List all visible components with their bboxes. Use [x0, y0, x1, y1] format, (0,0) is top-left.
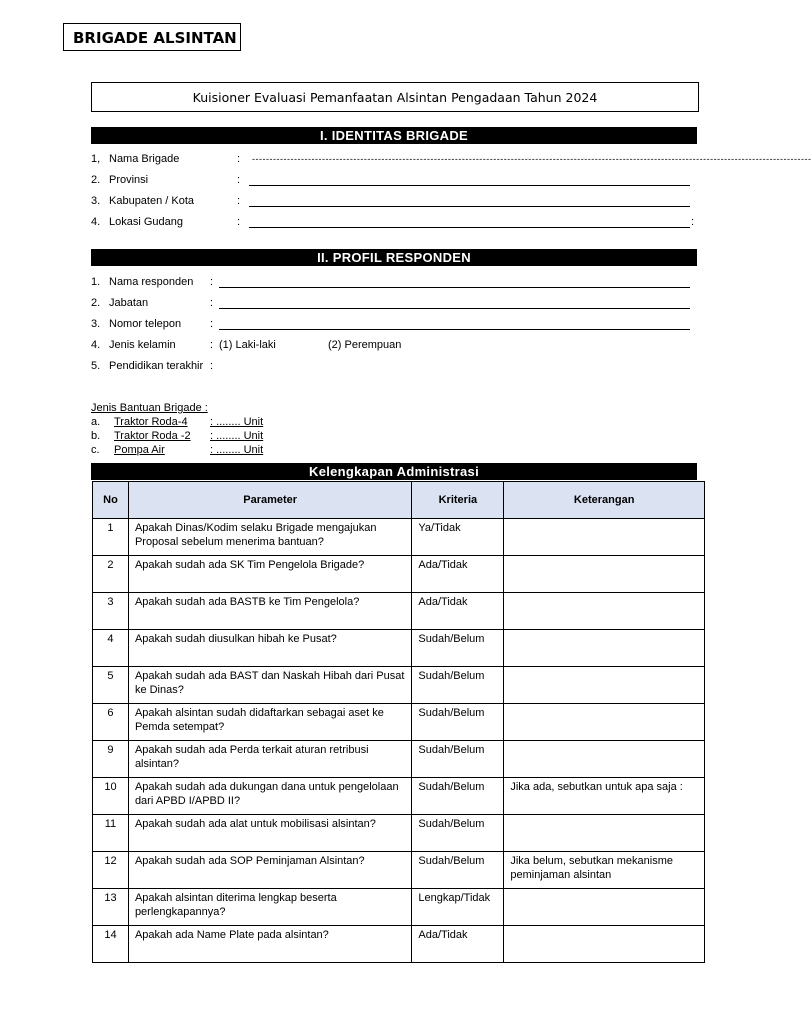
column-header-keterangan: Keterangan — [504, 482, 705, 519]
cell-kriteria: Ada/Tidak — [412, 556, 504, 593]
field-number: 3. — [91, 195, 101, 207]
table-row — [93, 778, 705, 815]
table-row — [93, 926, 705, 963]
bantuan-unit[interactable]: : ........ Unit — [210, 430, 264, 442]
field-nomor-telepon: 3. Nomor telepon : — [91, 317, 701, 331]
bantuan-name: Pompa Air — [114, 444, 165, 456]
field-label: Lokasi Gudang — [109, 216, 183, 228]
field-number: 1. — [91, 276, 101, 288]
field-jabatan: 2. Jabatan : — [91, 296, 701, 310]
cell-kriteria: Sudah/Belum — [412, 704, 504, 741]
field-jenis-kelamin: 4. Jenis kelamin : (1) Laki-laki (2) Perempuan — [91, 339, 402, 351]
field-number: 1, — [91, 153, 101, 165]
field-label: Provinsi — [109, 174, 149, 186]
table-row — [93, 630, 705, 667]
field-number: 4. — [91, 216, 101, 228]
cell-parameter: Apakah alsintan sudah didaftarkan sebagai aset ke Pemda setempat? — [128, 704, 411, 741]
cell-kriteria: Sudah/Belum — [412, 741, 504, 778]
cell-no: 9 — [93, 741, 129, 778]
field-label: Jenis kelamin — [109, 339, 176, 351]
fill-line[interactable] — [249, 227, 690, 228]
cell-no: 1 — [93, 519, 129, 556]
cell-keterangan[interactable] — [504, 630, 705, 667]
field-provinsi: 2. Provinsi : — [91, 173, 701, 187]
field-label: Jabatan — [109, 297, 149, 309]
table-row — [93, 852, 705, 889]
field-number: 3. — [91, 318, 101, 330]
cell-kriteria: Sudah/Belum — [412, 630, 504, 667]
field-number: 2. — [91, 297, 101, 309]
bantuan-unit[interactable]: : ........ Unit — [210, 416, 264, 428]
cell-keterangan[interactable]: Jika ada, sebutkan untuk apa saja : — [504, 778, 705, 815]
bantuan-letter: a. — [91, 416, 101, 428]
cell-parameter: Apakah sudah ada alat untuk mobilisasi alsintan? — [128, 815, 411, 852]
cell-kriteria: Sudah/Belum — [412, 852, 504, 889]
fill-line[interactable] — [249, 206, 690, 207]
cell-no: 3 — [93, 593, 129, 630]
cell-keterangan[interactable] — [504, 519, 705, 556]
fill-dashed-line[interactable]: ---------------------------------------------------------------------------------------------------------------------------------------------------------------- — [252, 154, 812, 164]
field-nama-brigade: 1, Nama Brigade : ---------------------------------------------------------------------------------------------------------------------------------------------------------------- — [91, 153, 812, 165]
cell-keterangan[interactable] — [504, 556, 705, 593]
field-pendidikan: 5. Pendidikan terakhir : — [91, 360, 214, 372]
field-number: 4. — [91, 339, 101, 351]
bantuan-letter: b. — [91, 430, 101, 442]
cell-parameter: Apakah Dinas/Kodim selaku Brigade mengajukan Proposal sebelum menerima bantuan? — [128, 519, 411, 556]
field-nama-responden: 1. Nama responden : — [91, 275, 701, 289]
fill-line[interactable] — [219, 287, 690, 288]
cell-keterangan[interactable] — [504, 593, 705, 630]
cell-kriteria: Ada/Tidak — [412, 926, 504, 963]
cell-keterangan[interactable]: Jika belum, sebutkan mekanisme peminjaman alsintan — [504, 852, 705, 889]
column-header-no: No — [93, 482, 129, 519]
table-header-row — [93, 482, 705, 519]
cell-no: 4 — [93, 630, 129, 667]
section-profil-heading: II. PROFIL RESPONDEN — [91, 249, 697, 266]
jenis-bantuan-heading: Jenis Bantuan Brigade : — [91, 402, 208, 414]
cell-no: 12 — [93, 852, 129, 889]
field-label: Nama Brigade — [109, 153, 180, 165]
cell-parameter: Apakah sudah ada Perda terkait aturan retribusi alsintan? — [128, 741, 411, 778]
cell-no: 10 — [93, 778, 129, 815]
cell-keterangan[interactable] — [504, 926, 705, 963]
field-lokasi-gudang: 4. Lokasi Gudang : : — [91, 216, 695, 228]
cell-parameter: Apakah sudah ada dukungan dana untuk pengelolaan dari APBD I/APBD II? — [128, 778, 411, 815]
field-label: Nomor telepon — [109, 318, 182, 330]
cell-kriteria: Ada/Tidak — [412, 593, 504, 630]
cell-parameter: Apakah sudah ada SK Tim Pengelola Brigade? — [128, 556, 411, 593]
fill-line[interactable] — [219, 308, 690, 309]
cell-keterangan[interactable] — [504, 704, 705, 741]
cell-no: 11 — [93, 815, 129, 852]
bantuan-name: Traktor Roda-4 — [114, 416, 188, 428]
field-label: Pendidikan terakhir — [109, 360, 204, 372]
column-header-kriteria: Kriteria — [412, 482, 504, 519]
document-title: Kuisioner Evaluasi Pemanfaatan Alsintan Pengadaan Tahun 2024 — [91, 82, 699, 112]
fill-line[interactable] — [249, 185, 690, 186]
cell-kriteria: Sudah/Belum — [412, 778, 504, 815]
cell-keterangan[interactable] — [504, 667, 705, 704]
cell-kriteria: Sudah/Belum — [412, 667, 504, 704]
cell-no: 6 — [93, 704, 129, 741]
bantuan-letter: c. — [91, 444, 100, 456]
cell-kriteria: Lengkap/Tidak — [412, 889, 504, 926]
administrasi-table — [92, 481, 705, 963]
gender-option-male[interactable]: (1) Laki-laki — [219, 339, 276, 351]
cell-no: 5 — [93, 667, 129, 704]
field-label: Kabupaten / Kota — [109, 195, 195, 207]
table-row — [93, 704, 705, 741]
cell-parameter: Apakah sudah ada BAST dan Naskah Hibah dari Pusat ke Dinas? — [128, 667, 411, 704]
fill-line[interactable] — [219, 329, 690, 330]
table-row — [93, 815, 705, 852]
table-row — [93, 667, 705, 704]
cell-keterangan[interactable] — [504, 889, 705, 926]
gender-option-female[interactable]: (2) Perempuan — [328, 339, 402, 351]
section-identitas-heading: I. IDENTITAS BRIGADE — [91, 127, 697, 144]
section-administrasi-heading: Kelengkapan Administrasi — [91, 463, 697, 480]
cell-keterangan[interactable] — [504, 815, 705, 852]
cell-parameter: Apakah ada Name Plate pada alsintan? — [128, 926, 411, 963]
field-number: 5. — [91, 360, 101, 372]
table-row — [93, 593, 705, 630]
cell-no: 13 — [93, 889, 129, 926]
cell-no: 14 — [93, 926, 129, 963]
table-row — [93, 519, 705, 556]
cell-parameter: Apakah alsintan diterima lengkap beserta perlengkapannya? — [128, 889, 411, 926]
cell-no: 2 — [93, 556, 129, 593]
table-row — [93, 889, 705, 926]
bantuan-unit[interactable]: : ........ Unit — [210, 444, 264, 456]
cell-parameter: Apakah sudah ada BASTB ke Tim Pengelola? — [128, 593, 411, 630]
cell-kriteria: Sudah/Belum — [412, 815, 504, 852]
cell-keterangan[interactable] — [504, 741, 705, 778]
field-number: 2. — [91, 174, 101, 186]
field-label: Nama responden — [109, 276, 194, 288]
column-header-parameter: Parameter — [128, 482, 411, 519]
cell-parameter: Apakah sudah diusulkan hibah ke Pusat? — [128, 630, 411, 667]
cell-parameter: Apakah sudah ada SOP Peminjaman Alsintan? — [128, 852, 411, 889]
cell-kriteria: Ya/Tidak — [412, 519, 504, 556]
brigade-tag: BRIGADE ALSINTAN — [63, 23, 241, 51]
field-kabupaten: 3. Kabupaten / Kota : — [91, 194, 701, 208]
bantuan-name: Traktor Roda -2 — [114, 430, 191, 442]
table-row — [93, 741, 705, 778]
table-row — [93, 556, 705, 593]
